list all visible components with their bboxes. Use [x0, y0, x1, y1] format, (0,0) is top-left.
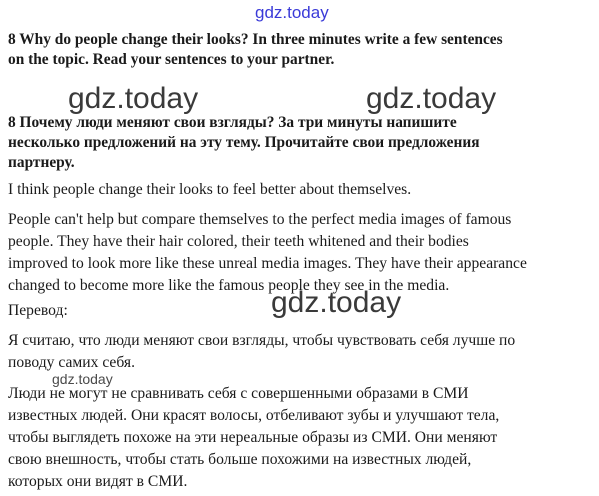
task-english-line: on the topic. Read your sentences to your partner.: [8, 51, 335, 68]
watermark-small: gdz.today: [52, 371, 113, 387]
translation-line: свою внешность, чтобы стать больше похожими на известных людей,: [8, 451, 472, 468]
translation-line: поводу самих себя.: [8, 354, 135, 371]
answer-line: improved to look more like these unreal media images. They have their appearance: [8, 255, 527, 272]
answer-line: people. They have their hair colored, their teeth whitened and their bodies: [8, 233, 469, 250]
translation-line: чтобы выглядеть похоже на эти нереальные образы из СМИ. Они меняют: [8, 429, 498, 446]
translation-paragraph: [8, 383, 594, 493]
task-russian: [8, 113, 594, 173]
translation-sentence: [8, 330, 594, 374]
answer-paragraph: [8, 209, 594, 297]
translation-line: Я считаю, что люди меняют свои взгляды, чтобы чувствовать себя лучше по: [8, 332, 516, 349]
watermark-right: gdz.today: [366, 82, 497, 115]
translation-line: которых они видят в СМИ.: [8, 473, 188, 490]
translation-line: известных людей. Они красят волосы, отбеливают зубы и улучшают тела,: [8, 407, 500, 424]
answer-line: changed to become more like the famous people they see in the media.: [8, 277, 450, 294]
answer-line: People can't help but compare themselves to the perfect media images of famous: [8, 211, 512, 228]
task-russian-line: несколько предложений на эту тему. Прочитайте свои предложения: [8, 134, 480, 151]
task-english-line: 8 Why do people change their looks? In three minutes write a few sentences: [8, 31, 503, 48]
task-russian-line: партнеру.: [8, 154, 75, 171]
translation-line: Люди не могут не сравнивать себя с совершенными образами в СМИ: [8, 385, 469, 402]
translation-label: Перевод:: [8, 302, 68, 319]
watermark-middle: gdz.today: [271, 286, 402, 319]
watermark-left: gdz.today: [68, 82, 199, 115]
task-russian-line: 8 Почему люди меняют свои взгляды? За три минуты напишите: [8, 114, 457, 131]
task-english: [8, 30, 594, 70]
answer-sentence: I think people change their looks to feel better about themselves.: [8, 181, 412, 198]
watermark-top: gdz.today: [255, 3, 329, 22]
